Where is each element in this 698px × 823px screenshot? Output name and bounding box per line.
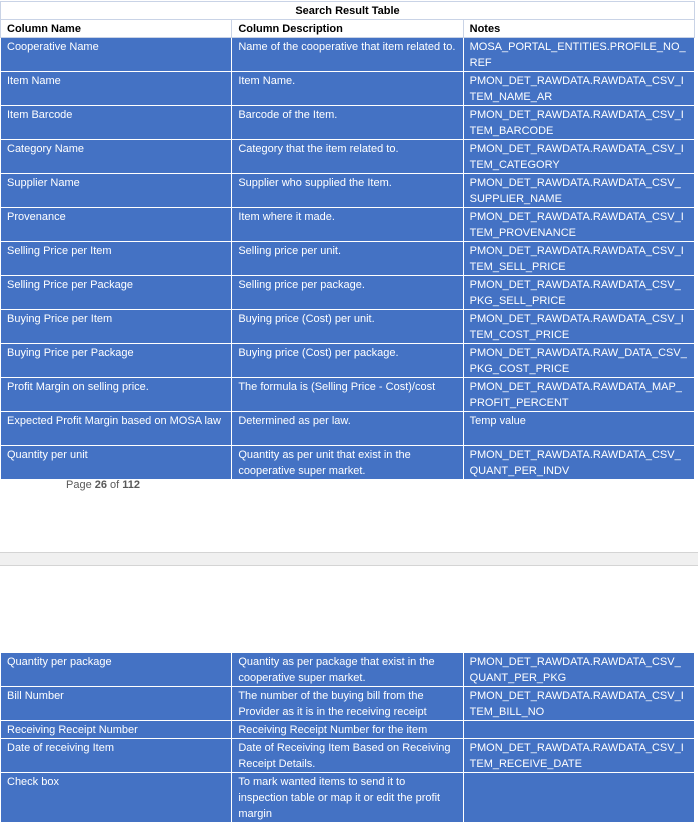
page-prefix: Page [66,479,95,491]
cell-notes: PMON_DET_RAWDATA.RAWDATA_CSV_QUANT_PER_PKG [463,653,694,687]
table-row [1,140,695,174]
table-row [1,446,695,480]
page-of: of [107,479,123,491]
table-title-row [1,2,695,20]
cell-column-description: Item where it made. [232,208,463,242]
table-row [1,310,695,344]
cell-column-name: Category Name [1,140,232,174]
cell-column-name: Supplier Name [1,174,232,208]
cell-notes: MOSA_PORTAL_ENTITIES.PROFILE_NO_REF [463,38,694,72]
current-page: 26 [94,479,107,491]
cell-notes: PMON_DET_RAWDATA.RAWDATA_CSV_ITEM_CATEGORY [463,140,694,174]
cell-column-name: Quantity per package [1,653,232,687]
cell-column-description: To mark wanted items to send it to inspection table or map it or edit the profit margin [232,773,463,823]
cell-column-name: Selling Price per Item [1,242,232,276]
cell-column-description: Selling price per package. [232,276,463,310]
table-row [1,378,695,412]
table-row [1,412,695,446]
cell-notes: Temp value [463,412,694,446]
cell-column-name: Receiving Receipt Number [1,721,232,739]
cell-notes: PMON_DET_RAWDATA.RAWDATA_MAP_PROFIT_PERCENT [463,378,694,412]
document-page-27 [0,566,698,818]
table-row [1,208,695,242]
cell-column-description: Supplier who supplied the Item. [232,174,463,208]
search-result-table-continued [0,652,695,823]
cell-column-description: Selling price per unit. [232,242,463,276]
cell-column-description: Receiving Receipt Number for the item [232,721,463,739]
cell-column-name: Buying Price per Item [1,310,232,344]
table-row [1,344,695,378]
cell-notes: PMON_DET_RAWDATA.RAWDATA_CSV_ITEM_BILL_NO [463,687,694,721]
cell-column-description: The number of the buying bill from the Provider as it is in the receiving receipt [232,687,463,721]
cell-column-description: The formula is (Selling Price - Cost)/cost [232,378,463,412]
cell-notes: PMON_DET_RAWDATA.RAWDATA_CSV_PKG_SELL_PRICE [463,276,694,310]
cell-notes: PMON_DET_RAWDATA.RAWDATA_CSV_ITEM_BARCODE [463,106,694,140]
cell-notes [463,773,694,823]
cell-column-description: Quantity as per package that exist in the cooperative super market. [232,653,463,687]
cell-column-name: Cooperative Name [1,38,232,72]
cell-column-name: Profit Margin on selling price. [1,378,232,412]
cell-column-name: Check box [1,773,232,823]
cell-column-description: Determined as per law. [232,412,463,446]
cell-column-name: Item Name [1,72,232,106]
header-column-name: Column Name [1,20,232,38]
cell-notes: PMON_DET_RAWDATA.RAWDATA_CSV_ITEM_NAME_AR [463,72,694,106]
cell-column-description: Buying price (Cost) per package. [232,344,463,378]
total-pages: 112 [122,479,141,491]
page-separator [0,552,698,566]
cell-column-description: Name of the cooperative that item related to. [232,38,463,72]
cell-column-description: Item Name. [232,72,463,106]
table-row [1,721,695,739]
table-row [1,38,695,72]
cell-column-name: Bill Number [1,687,232,721]
header-notes: Notes [463,20,694,38]
page-number [66,479,140,491]
cell-column-description: Date of Receiving Item Based on Receiving Receipt Details. [232,739,463,773]
cell-column-name: Provenance [1,208,232,242]
cell-column-description: Buying price (Cost) per unit. [232,310,463,344]
table-title: Search Result Table [1,2,695,20]
cell-column-description: Category that the item related to. [232,140,463,174]
cell-notes: PMON_DET_RAWDATA.RAWDATA_CSV_QUANT_PER_INDV [463,446,694,480]
table-row [1,72,695,106]
table-row [1,106,695,140]
cell-column-name: Date of receiving Item [1,739,232,773]
cell-column-name: Buying Price per Package [1,344,232,378]
cell-notes: PMON_DET_RAWDATA.RAWDATA_CSV_SUPPLIER_NAME [463,174,694,208]
cell-notes: PMON_DET_RAWDATA.RAWDATA_CSV_ITEM_COST_PRICE [463,310,694,344]
table-header-row [1,20,695,38]
cell-column-name: Selling Price per Package [1,276,232,310]
cell-column-description: Quantity as per unit that exist in the cooperative super market. [232,446,463,480]
cell-column-name: Expected Profit Margin based on MOSA law [1,412,232,446]
table-row [1,242,695,276]
cell-column-description: Barcode of the Item. [232,106,463,140]
cell-notes: PMON_DET_RAWDATA.RAWDATA_CSV_ITEM_PROVENANCE [463,208,694,242]
table-row [1,739,695,773]
cell-notes: PMON_DET_RAWDATA.RAW_DATA_CSV_PKG_COST_PRICE [463,344,694,378]
table-row [1,276,695,310]
cell-notes [463,721,694,739]
table-row [1,687,695,721]
cell-column-name: Item Barcode [1,106,232,140]
cell-notes: PMON_DET_RAWDATA.RAWDATA_CSV_ITEM_SELL_PRICE [463,242,694,276]
table-row [1,653,695,687]
table-row [1,773,695,823]
cell-notes: PMON_DET_RAWDATA.RAWDATA_CSV_ITEM_RECEIVE_DATE [463,739,694,773]
header-column-description: Column Description [232,20,463,38]
table-row [1,174,695,208]
search-result-table [0,1,695,480]
cell-column-name: Quantity per unit [1,446,232,480]
